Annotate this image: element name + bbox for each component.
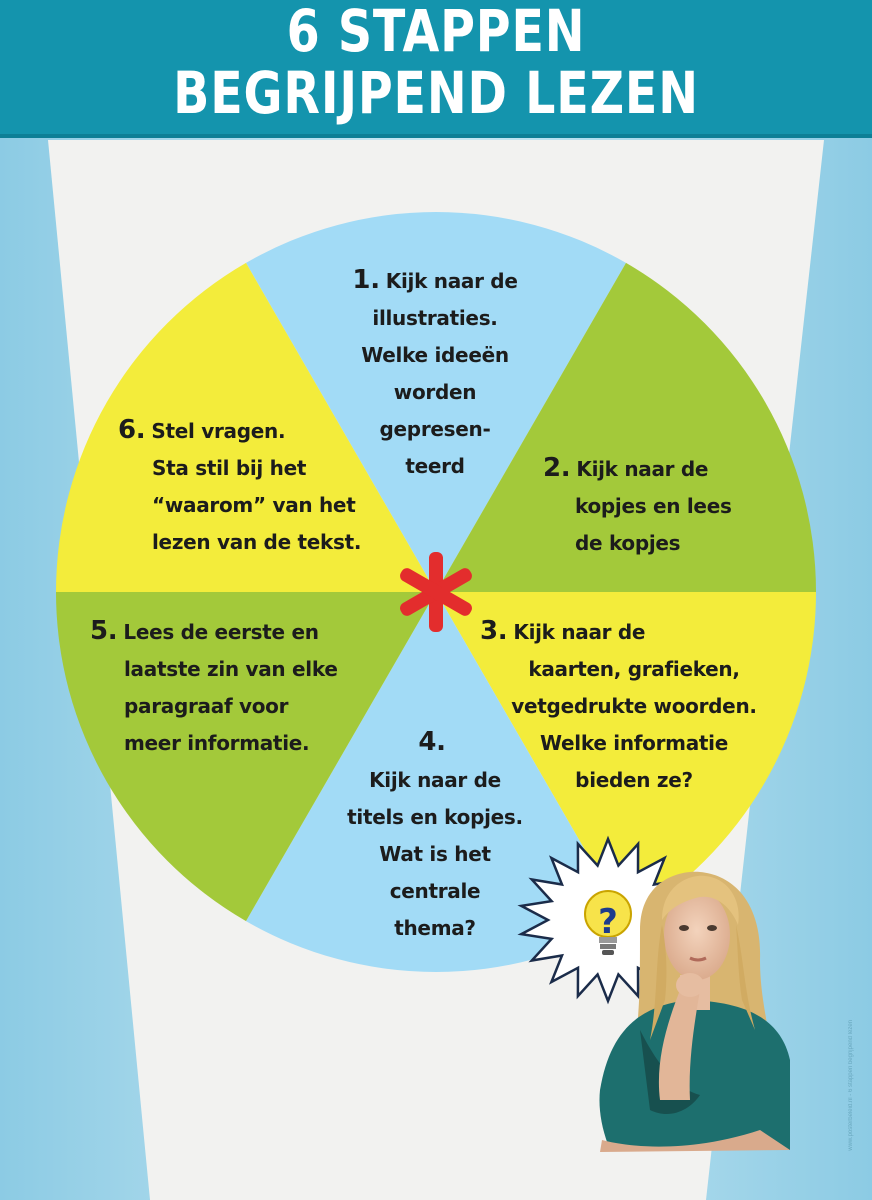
step-5-line-2: laatste zin van elke [124, 657, 338, 681]
step-6 [118, 412, 388, 561]
step-4-line-5: thema? [394, 916, 476, 940]
step-6-line-4: lezen van de tekst. [152, 530, 362, 554]
step-5-line-4: meer informatie. [124, 731, 310, 755]
step-5-line-3: paragraaf voor [124, 694, 289, 718]
step-2-number: 2. [543, 453, 571, 483]
question-mark: ? [598, 902, 618, 942]
title-banner [0, 0, 872, 138]
step-1-line-6: teerd [405, 454, 465, 478]
step-5 [90, 613, 380, 762]
step-2-line-1: Kijk naar de [576, 457, 709, 481]
step-1-line-2: illustraties. [372, 306, 498, 330]
step-4-line-2: titels en kopjes. [347, 805, 523, 829]
title-line-1: 6 STAPPEN [286, 0, 586, 65]
title-line-2: BEGRIJPEND LEZEN [173, 59, 699, 127]
step-3-number: 3. [480, 616, 508, 646]
step-4-line-4: centrale [389, 879, 481, 903]
step-3-line-1: Kijk naar de [513, 620, 646, 644]
step-6-number: 6. [118, 415, 146, 445]
step-5-line-1: Lees de eerste en [123, 620, 319, 644]
step-3-line-3: vetgedrukte woorden. [511, 694, 757, 718]
step-5-number: 5. [90, 616, 118, 646]
step-6-line-3: “waarom” van het [152, 493, 356, 517]
step-2-line-2: kopjes en lees [575, 494, 732, 518]
step-4-line-3: Wat is het [379, 842, 491, 866]
step-1-line-5: gepresen- [379, 417, 491, 441]
step-2 [543, 450, 773, 562]
step-1-line-4: worden [393, 380, 477, 404]
step-6-line-1: Stel vragen. [151, 419, 286, 443]
step-6-line-2: Sta stil bij het [152, 456, 307, 480]
credit-text: www.posterbeleid.nl - 6 stappen begrijpend lezen [848, 1020, 854, 1151]
step-2-line-3: de kopjes [575, 531, 681, 555]
step-4-number: 4. [418, 727, 446, 757]
step-1-number: 1. [352, 265, 380, 295]
step-3-line-2: kaarten, grafieken, [528, 657, 740, 681]
step-4-line-1: Kijk naar de [369, 768, 501, 792]
step-3-line-5: bieden ze? [575, 768, 693, 792]
step-1-line-1: Kijk naar de [385, 269, 518, 293]
step-1-line-3: Welke ideeën [361, 343, 509, 367]
step-3-line-4: Welke informatie [540, 731, 728, 755]
